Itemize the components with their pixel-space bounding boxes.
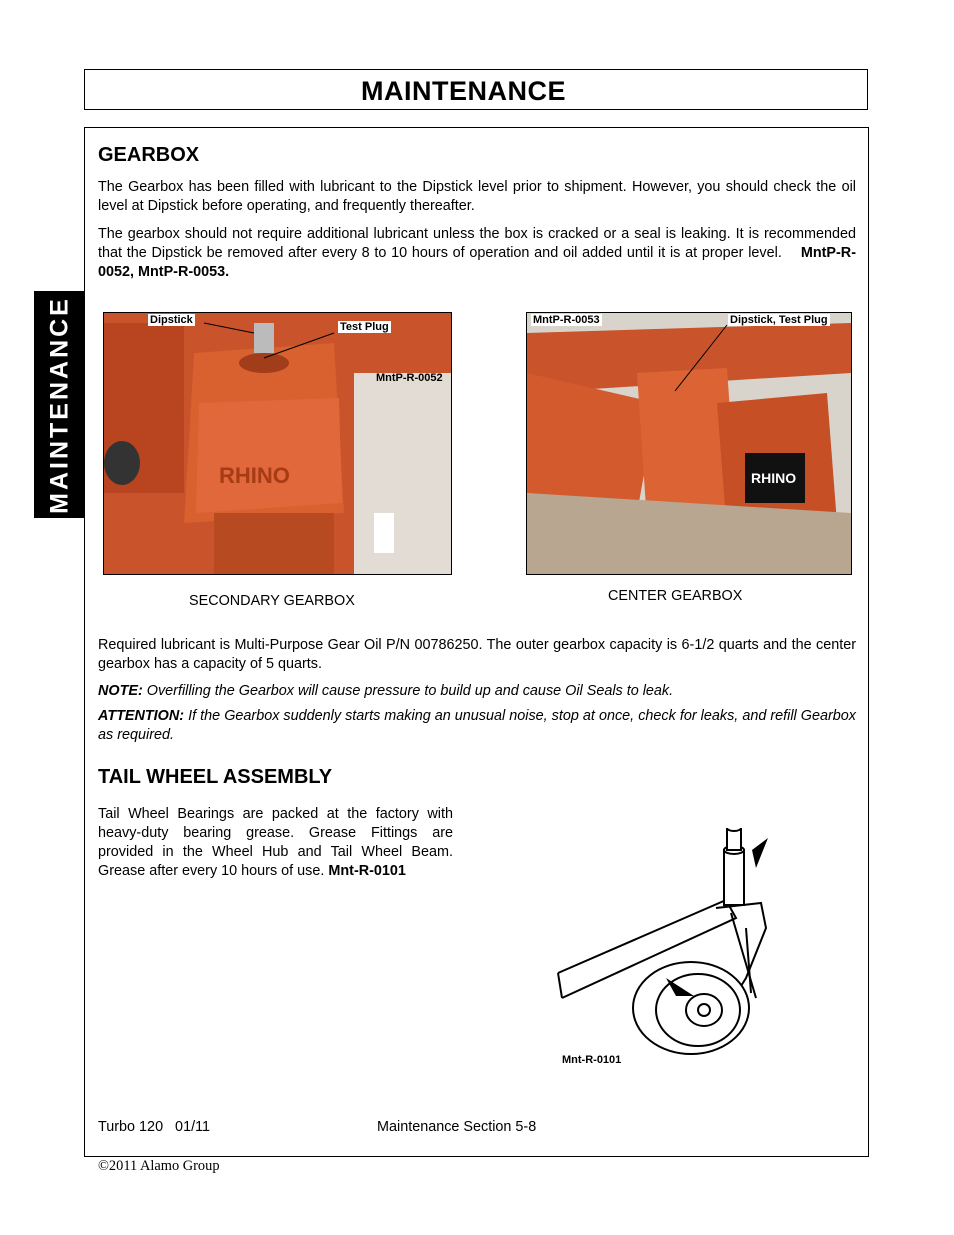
secondary-gearbox-image [104, 313, 451, 574]
note-text: Overfilling the Gearbox will cause pressure to build up and cause Oil Seals to leak. [146, 683, 674, 699]
gearbox-para-2-text: The gearbox should not require additional lubricant unless the box is cracked or a seal is leaking. It is recommended that the Dipstick be removed after every 8 to 10 hours of operation and oil added until it is at proper level. [98, 226, 856, 261]
attention-label: ATTENTION: [98, 708, 185, 724]
header-box [84, 69, 868, 110]
tail-wheel-figure-ref: Mnt-R-0101 [562, 1054, 622, 1066]
footer-left: Turbo 120 01/11 [98, 1119, 211, 1135]
caption-secondary-gearbox: SECONDARY GEARBOX [189, 593, 355, 609]
attention-paragraph [98, 707, 856, 745]
side-tab [34, 291, 85, 518]
gearbox-para-3: Required lubricant is Multi-Purpose Gear Oil P/N 00786250. The outer gearbox capacity is 6-1/2 quarts and the center gearbox has a capacity of 5 quarts. [98, 637, 856, 672]
tail-wheel-drawing [556, 828, 776, 1068]
copyright: ©2011 Alamo Group [98, 1158, 220, 1174]
center-gearbox-image [527, 313, 851, 574]
tail-wheel-para-ref: Mnt-R-0101 [328, 863, 406, 879]
note-paragraph [98, 682, 856, 701]
svg-text:RHINO: RHINO [219, 463, 290, 488]
label-ref-0053: MntP-R-0053 [533, 314, 600, 326]
gearbox-heading: GEARBOX [98, 144, 200, 166]
tail-wheel-para [98, 805, 453, 881]
label-ref-0052: MntP-R-0052 [376, 372, 443, 384]
gearbox-para-1: The Gearbox has been filled with lubricant to the Dipstick level prior to shipment. However, you should check the oil level at Dipstick before operating, and frequently thereafter. [98, 179, 856, 214]
side-tab-label: MAINTENANCE [45, 295, 73, 514]
svg-text:RHINO: RHINO [751, 470, 797, 486]
tail-wheel-heading: TAIL WHEEL ASSEMBLY [98, 766, 333, 788]
gearbox-para-2 [98, 225, 856, 282]
gearbox-para-2-ref: MntP-R-0052, MntP-R-0053. [98, 245, 856, 280]
page-title: MAINTENANCE [361, 76, 566, 106]
attention-text: If the Gearbox suddenly starts making an unusual noise, stop at once, check for leaks, and refill Gearbox as required. [98, 708, 856, 743]
caption-center-gearbox: CENTER GEARBOX [608, 588, 743, 604]
secondary-gearbox-photo [103, 312, 452, 575]
label-dipstick-test-plug: Dipstick, Test Plug [730, 314, 828, 326]
center-gearbox-photo [526, 312, 852, 575]
label-dipstick: Dipstick [150, 314, 193, 326]
note-label: NOTE: [98, 683, 143, 699]
label-test-plug: Test Plug [340, 321, 389, 333]
footer-center: Maintenance Section 5-8 [377, 1119, 537, 1135]
tail-wheel-para-text: Tail Wheel Bearings are packed at the factory with heavy-duty bearing grease. Grease Fittings are provided in the Wheel Hub and Tail Wheel Beam. Grease after every 10 hours of use. [98, 806, 453, 879]
